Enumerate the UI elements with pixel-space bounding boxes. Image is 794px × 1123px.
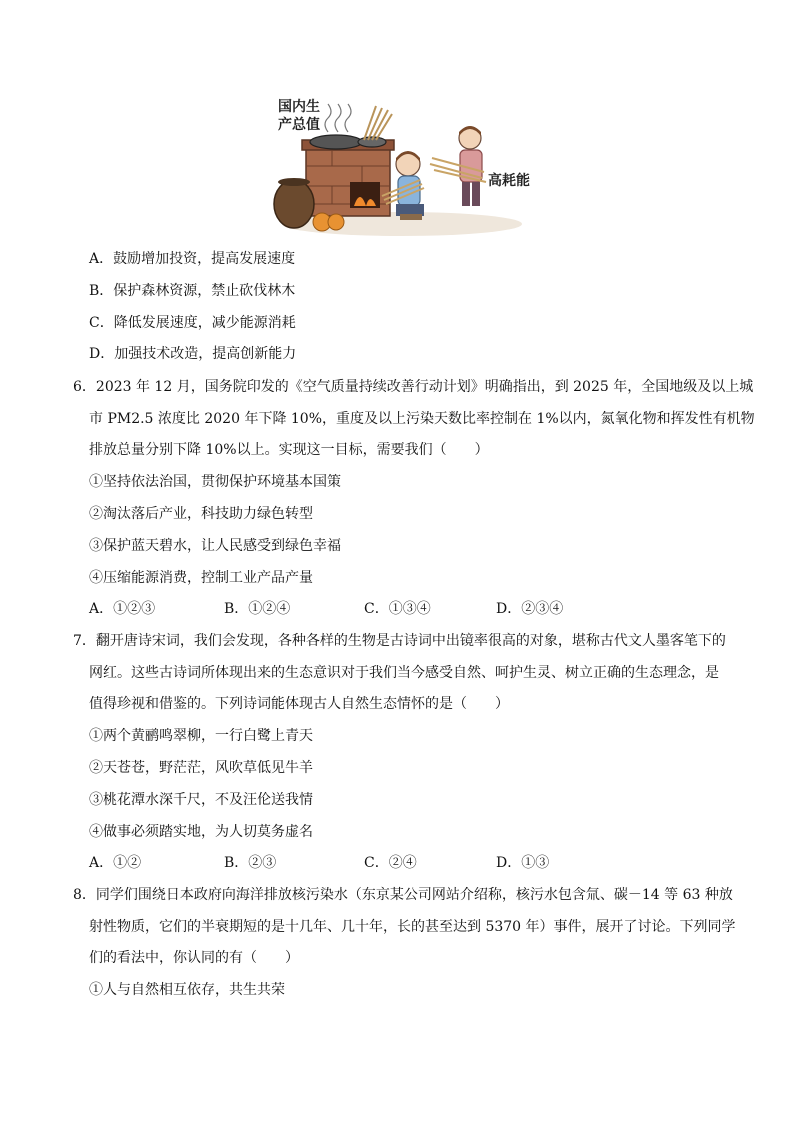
q7-choice-a: A．①② — [89, 855, 142, 871]
q8-statement-1: ①人与自然相互依存，共生共荣 — [89, 982, 285, 998]
q5-option-a: A．鼓励增加投资，提高发展速度 — [89, 251, 296, 267]
q6-statement-1: ①坚持依法治国，贯彻保护环境基本国策 — [89, 474, 341, 490]
q6-choice-b: B．①②④ — [224, 601, 291, 617]
q7-stem-line-3: 值得珍视和借鉴的。下列诗词能体现古人自然生态情怀的是（ ） — [89, 696, 509, 712]
q6-statement-4: ④压缩能源消费，控制工业产品产量 — [89, 570, 313, 586]
q6-choice-d: D．②③④ — [496, 601, 564, 617]
q7-stem-line-2: 网红。这些古诗词所体现出来的生态意识对于我们当今感受自然、呵护生灵、树立正确的生态理念，是 — [89, 665, 719, 681]
q6-stem-line-2: 市 PM2.5 浓度比 2020 年下降 10%，重度及以上污染天数比率控制在 1%以内，氮氧化物和挥发性有机物 — [89, 411, 755, 427]
q7-choice-b: B．②③ — [224, 855, 277, 871]
caption-high-energy: 高耗能 — [488, 173, 530, 189]
q8-stem-line-1: 8．同学们围绕日本政府向海洋排放核污染水（东京某公司网站介绍称，核污水包含氚、碳－14 等 63 种放 — [73, 887, 733, 903]
q5-option-b: B．保护森林资源，禁止砍伐林木 — [89, 283, 296, 299]
q6-choice-a: A．①②③ — [89, 601, 156, 617]
q6-statement-3: ③保护蓝天碧水，让人民感受到绿色幸福 — [89, 538, 341, 554]
q7-statement-1: ①两个黄鹂鸣翠柳，一行白鹭上青天 — [89, 728, 313, 744]
q7-stem-line-1: 7．翻开唐诗宋词，我们会发现，各种各样的生物是古诗词中出镜率很高的对象，堪称古代文人墨客笔下的 — [73, 633, 726, 649]
q6-stem-line-3: 排放总量分别下降 10%以上。实现这一目标，需要我们（ ） — [89, 442, 489, 458]
caption-gdp: 国内生产总值 — [278, 99, 320, 133]
q7-statement-2: ②天苍苍，野茫茫，风吹草低见牛羊 — [89, 760, 313, 776]
q8-stem-line-3: 们的看法中，你认同的有（ ） — [89, 950, 299, 966]
q6-choice-c: C．①③④ — [364, 601, 431, 617]
q7-statement-4: ④做事必须踏实地，为人切莫务虚名 — [89, 824, 313, 840]
q7-statement-3: ③桃花潭水深千尺，不及汪伦送我情 — [89, 792, 313, 808]
q6-statement-2: ②淘汰落后产业，科技助力绿色转型 — [89, 506, 313, 522]
q6-stem-line-1: 6．2023 年 12 月，国务院印发的《空气质量持续改善行动计划》明确指出，到 2025 年，全国地级及以上城 — [73, 379, 754, 395]
q7-choice-d: D．①③ — [496, 855, 550, 871]
cartoon-illustration — [272, 96, 540, 238]
q8-stem-line-2: 射性物质，它们的半衰期短的是十几年、几十年，长的甚至达到 5370 年）事件，展开了讨论。下列同学 — [89, 919, 736, 935]
q7-choice-c: C．②④ — [364, 855, 417, 871]
q5-option-d: D．加强技术改造，提高创新能力 — [89, 346, 297, 362]
q5-option-c: C．降低发展速度，减少能源消耗 — [89, 315, 296, 331]
